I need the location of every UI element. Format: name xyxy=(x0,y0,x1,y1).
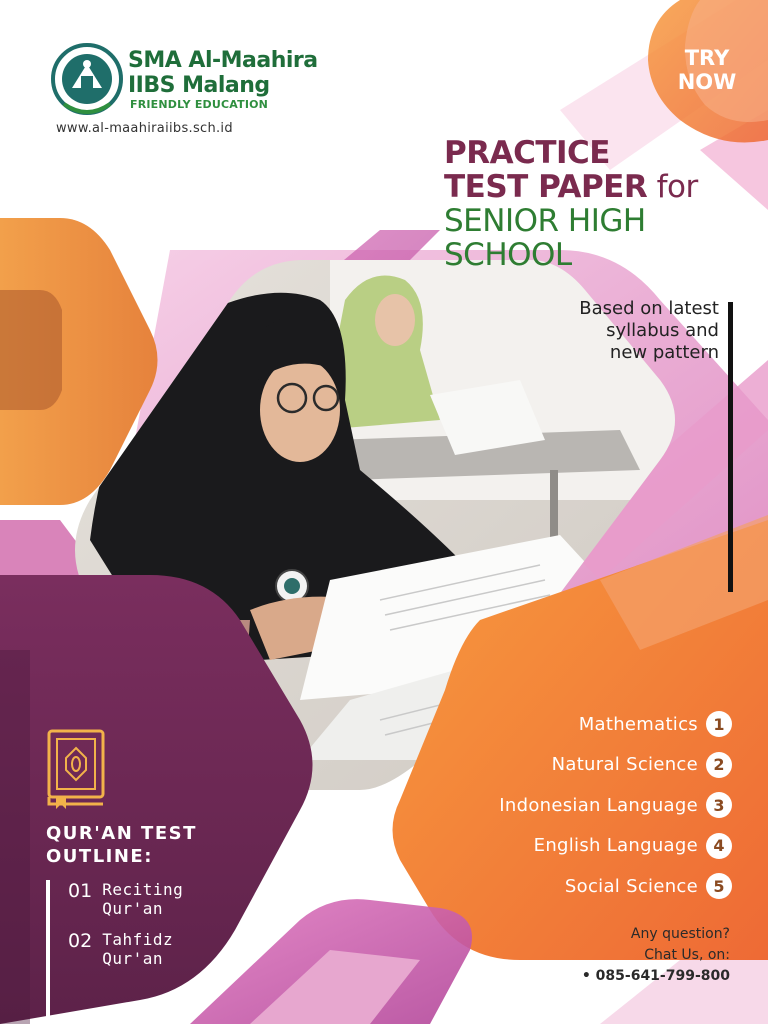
subject-label: Social Science xyxy=(564,875,698,897)
quran-item-line1: Reciting xyxy=(102,880,184,899)
quran-item-number: 02 xyxy=(68,930,93,952)
headline-line2-bold: TEST PAPER xyxy=(444,169,648,205)
subject-list xyxy=(400,704,732,907)
brand-name xyxy=(128,48,318,98)
headline-line1: PRACTICE xyxy=(444,135,610,171)
subject-number-badge: 4 xyxy=(706,833,732,859)
brand-name-line1: SMA Al-Maahira xyxy=(128,48,318,73)
subject-label: English Language xyxy=(533,835,698,857)
brand-tagline: FRIENDLY EDUCATION xyxy=(130,98,269,111)
quran-item-line2: Qur'an xyxy=(102,899,163,918)
brand-name-line2: IIBS Malang xyxy=(128,73,270,98)
subject-number-badge: 5 xyxy=(706,873,732,899)
list-item xyxy=(400,866,732,907)
headline-line3: SENIOR HIGH xyxy=(444,203,646,239)
contact-line1: Any question? xyxy=(630,926,730,942)
list-item xyxy=(400,785,732,826)
list-item xyxy=(68,930,173,968)
subject-number-badge: 1 xyxy=(706,711,732,737)
subtitle-line3: new pattern xyxy=(609,342,719,363)
subject-label: Natural Science xyxy=(551,754,698,776)
list-item xyxy=(400,704,732,745)
quran-item-line2: Qur'an xyxy=(102,949,163,968)
subtitle xyxy=(500,298,719,364)
website-url: www.al-maahiraiibs.sch.id xyxy=(56,121,233,136)
list-item xyxy=(400,745,732,786)
subtitle-line1: Based on latest xyxy=(579,298,719,319)
subtitle-line2: syllabus and xyxy=(606,320,719,341)
try-now-button[interactable] xyxy=(646,0,768,140)
list-item xyxy=(68,880,183,918)
headline-line2 xyxy=(444,170,764,204)
subject-label: Mathematics xyxy=(578,713,698,735)
subject-number-badge: 2 xyxy=(706,752,732,778)
quran-outline-title xyxy=(46,822,197,868)
try-now-line2: NOW xyxy=(677,70,737,94)
quran-item-number: 01 xyxy=(68,880,93,902)
subject-number-badge: 3 xyxy=(706,792,732,818)
quran-book-icon xyxy=(46,728,108,810)
headline-line4: SCHOOL xyxy=(444,237,572,273)
list-item xyxy=(400,826,732,867)
subtitle-divider xyxy=(728,302,733,592)
headline xyxy=(444,136,764,272)
headline-line2-tail: for xyxy=(647,169,698,205)
quran-item-text xyxy=(102,930,173,968)
subject-label: Indonesian Language xyxy=(499,794,698,816)
try-now-line1: TRY xyxy=(684,46,730,70)
contact-line2: Chat Us, on: xyxy=(644,947,730,963)
quran-title-line1: QUR'AN TEST xyxy=(46,823,197,844)
contact-info xyxy=(560,924,730,987)
quran-title-line2: OUTLINE: xyxy=(46,846,153,867)
quran-item-text xyxy=(102,880,183,918)
contact-phone[interactable]: • 085-641-799-800 xyxy=(581,968,730,984)
quran-item-line1: Tahfidz xyxy=(102,930,174,949)
quran-divider xyxy=(46,880,50,1020)
school-crest-icon xyxy=(50,42,124,116)
